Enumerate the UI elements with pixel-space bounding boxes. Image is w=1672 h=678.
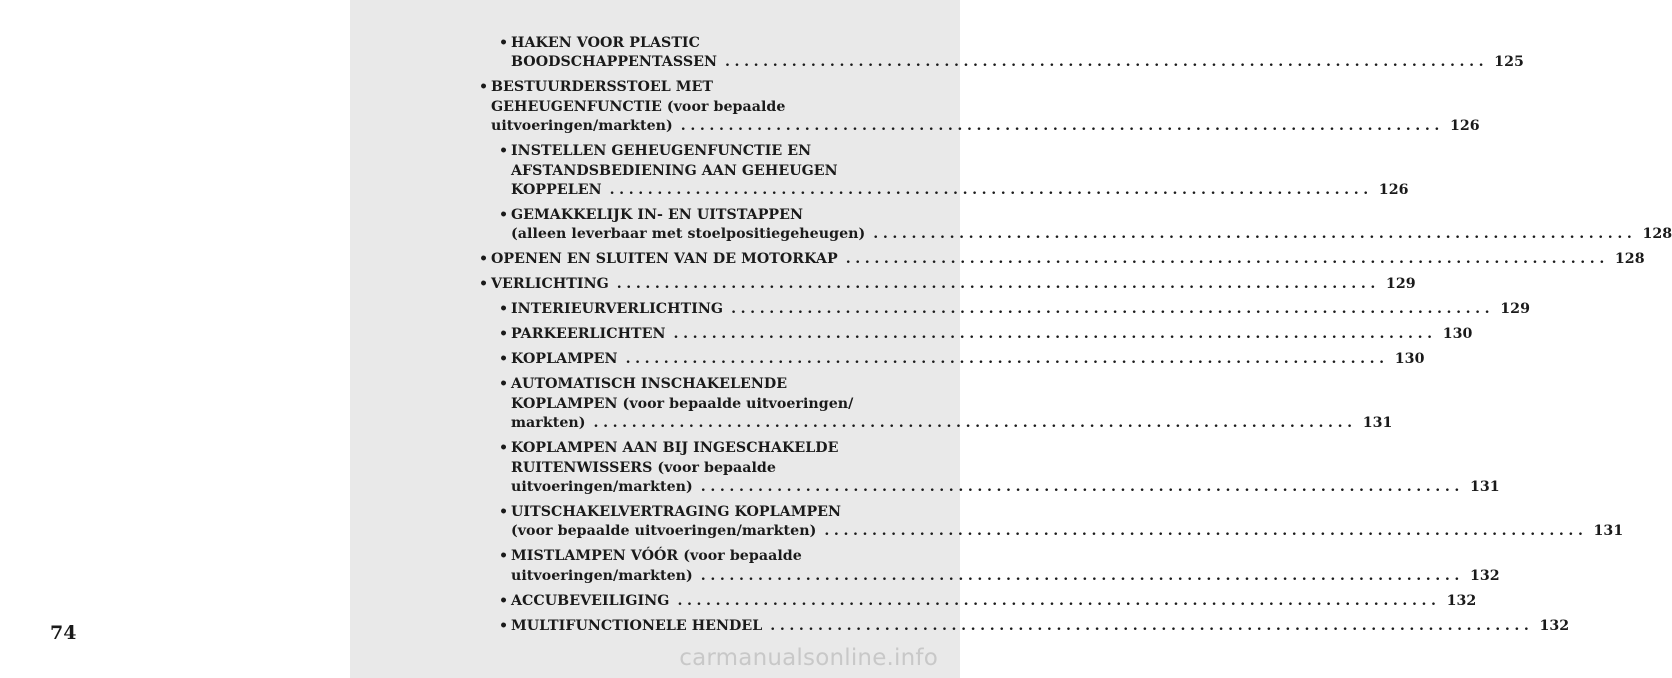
page-number: 74	[50, 622, 77, 644]
bullet-icon: •	[499, 592, 509, 609]
toc-page-number: 130	[1442, 326, 1473, 343]
toc-entry-text	[511, 163, 838, 179]
toc-entry-label: GEHEUGENFUNCTIE (voor bepaalde	[491, 98, 786, 115]
toc-entry-text	[511, 414, 586, 433]
toc-entry-label: uitvoeringen/markten)	[511, 479, 693, 496]
dot-leader: ................................................................................	[680, 118, 1444, 135]
toc-entry-line	[499, 414, 1393, 433]
dot-leader: ................................................................................	[700, 479, 1464, 496]
toc-page-number: 130	[1394, 351, 1425, 368]
toc-entry	[479, 439, 1500, 497]
toc-entry-line	[499, 592, 1477, 611]
dot-leader: ................................................................................	[625, 351, 1389, 368]
toc-entry-label: MISTLAMPEN VÓÓR (voor bepaalde	[511, 548, 802, 565]
toc-entry-label: UITSCHAKELVERTRAGING KOPLAMPEN	[511, 504, 842, 521]
toc-entry-label: PARKEERLICHTEN	[511, 326, 666, 343]
toc-entry-line	[499, 142, 899, 161]
toc-entry-text	[499, 548, 802, 564]
bullet-icon: •	[499, 440, 509, 457]
toc-entry-label: KOPLAMPEN AAN BIJ INGESCHAKELDE	[511, 440, 839, 457]
watermark: carmanualsonline.info	[679, 645, 938, 671]
bullet-icon: •	[479, 79, 489, 96]
toc-entry-label: markten)	[511, 415, 586, 432]
toc-entry-line	[499, 53, 1524, 72]
toc-entry	[479, 300, 1530, 319]
toc-entry-line	[499, 439, 899, 458]
dot-leader: ................................................................................	[616, 276, 1380, 293]
toc-entry-text	[499, 325, 666, 344]
toc-entry-text	[499, 350, 618, 369]
toc-entry-label: BOODSCHAPPENTASSEN	[511, 54, 717, 71]
toc-page-number: 129	[1500, 301, 1530, 318]
toc-entry-text	[499, 440, 839, 456]
toc-entry-text	[499, 376, 787, 392]
toc-entry-text	[511, 53, 717, 72]
toc-entry	[479, 34, 1524, 73]
dot-leader: ................................................................................	[700, 567, 1464, 584]
toc-entry-label: AUTOMATISCH INSCHAKELENDE	[511, 376, 788, 393]
toc-entry-label: VERLICHTING	[491, 276, 609, 293]
toc-entry	[479, 142, 1409, 200]
toc-entry-line	[479, 117, 1480, 136]
toc-page-number: 126	[1378, 182, 1409, 199]
toc-entry-line	[499, 459, 899, 478]
dot-leader: ................................................................................	[593, 415, 1357, 432]
toc-entry-line	[499, 325, 1473, 344]
dot-leader: ................................................................................	[731, 301, 1495, 318]
toc-entry-line	[499, 300, 1530, 319]
toc-entry-text	[499, 300, 723, 319]
toc-entry-text	[511, 181, 602, 200]
table-of-contents	[479, 34, 1672, 642]
toc-entry	[479, 503, 1624, 542]
toc-entry-text	[499, 143, 811, 159]
dot-leader: ................................................................................	[609, 182, 1373, 199]
toc-entry-label: MULTIFUNCTIONELE HENDEL	[511, 617, 763, 634]
toc-entry-label: KOPLAMPEN	[511, 351, 618, 368]
right-page	[350, 0, 1672, 678]
left-page	[0, 0, 350, 678]
dot-leader: ................................................................................	[845, 251, 1609, 268]
toc-entry-label: INTERIEURVERLICHTING	[511, 301, 724, 318]
toc-entry-text	[479, 79, 713, 95]
toc-entry-line	[499, 206, 899, 225]
toc-entry	[479, 617, 1570, 636]
toc-entry	[479, 375, 1393, 433]
toc-entry	[479, 250, 1645, 269]
toc-entry-label: KOPLAMPEN (voor bepaalde uitvoeringen/	[511, 395, 854, 412]
toc-page-number: 125	[1494, 54, 1524, 71]
toc-entry-line	[479, 78, 899, 97]
toc-entry-line	[499, 350, 1425, 369]
toc-entry-label: RUITENWISSERS (voor bepaalde	[511, 459, 776, 476]
toc-entry-line	[499, 375, 899, 394]
toc-entry	[479, 78, 1480, 136]
toc-page-number: 132	[1469, 567, 1500, 584]
toc-entry-line	[499, 181, 1409, 200]
toc-entry-label: (alleen leverbaar met stoelpositiegeheugen)	[511, 226, 866, 243]
dot-leader: ................................................................................	[770, 617, 1534, 634]
dot-leader: ................................................................................	[824, 523, 1588, 540]
bullet-icon: •	[479, 276, 489, 293]
toc-entry-text	[499, 207, 803, 223]
toc-entry-text	[511, 478, 693, 497]
toc-entry-line	[499, 567, 1500, 586]
toc-page-number: 128	[1642, 226, 1672, 243]
toc-page-number: 131	[1469, 479, 1500, 496]
toc-entry-text	[479, 250, 838, 269]
toc-entry-line	[479, 275, 1416, 294]
toc-entry-label: AFSTANDSBEDIENING AAN GEHEUGEN	[511, 162, 838, 179]
bullet-icon: •	[499, 376, 509, 393]
toc-entry-label: GEMAKKELIJK IN- EN UITSTAPPEN	[511, 207, 804, 224]
toc-entry-line	[499, 522, 1624, 541]
toc-entry	[479, 325, 1473, 344]
toc-page-number: 126	[1449, 118, 1480, 135]
toc-entry-text	[499, 592, 669, 611]
toc-entry-label: ACCUBEVEILIGING	[511, 592, 670, 609]
toc-entry-label: (voor bepaalde uitvoeringen/markten)	[511, 523, 817, 540]
toc-entry-text	[499, 35, 700, 51]
toc-entry-line	[479, 250, 1645, 269]
dot-leader: ................................................................................	[677, 592, 1441, 609]
bullet-icon: •	[499, 35, 509, 51]
toc-entry-line	[499, 162, 899, 181]
toc-entry-label: HAKEN VOOR PLASTIC	[511, 35, 700, 51]
toc-entry	[479, 547, 1500, 586]
bullet-icon: •	[499, 143, 509, 160]
bullet-icon: •	[499, 301, 509, 318]
toc-entry-line	[479, 98, 899, 117]
toc-page-number: 132	[1446, 592, 1477, 609]
bullet-icon: •	[499, 207, 509, 224]
toc-page-number: 132	[1539, 617, 1570, 634]
toc-entry-line	[499, 478, 1500, 497]
dot-leader: ................................................................................	[725, 54, 1489, 71]
bullet-icon: •	[499, 351, 509, 368]
bullet-icon: •	[499, 617, 509, 634]
toc-entry-text	[511, 225, 865, 244]
toc-entry-text	[491, 117, 673, 136]
toc-entry-line	[499, 34, 899, 53]
toc-page-number: 129	[1385, 276, 1416, 293]
toc-page-number: 131	[1362, 415, 1393, 432]
toc-entry-text	[499, 617, 762, 636]
toc-entry-label: OPENEN EN SLUITEN VAN DE MOTORKAP	[491, 251, 838, 268]
bullet-icon: •	[479, 251, 489, 268]
toc-entry-line	[499, 395, 899, 414]
toc-entry-label: BESTUURDERSSTOEL MET	[491, 79, 713, 96]
toc-entry	[479, 350, 1425, 369]
bullet-icon: •	[499, 326, 509, 343]
toc-entry	[479, 275, 1416, 294]
toc-page-number: 131	[1593, 523, 1624, 540]
toc-entry-text	[511, 567, 693, 586]
toc-entry-text	[511, 522, 816, 541]
toc-entry-text	[511, 396, 853, 412]
toc-page-number: 128	[1614, 251, 1645, 268]
dot-leader: ................................................................................	[873, 226, 1637, 243]
toc-entry-label: uitvoeringen/markten)	[511, 567, 693, 584]
toc-entry-text	[479, 275, 609, 294]
toc-entry	[479, 206, 1672, 245]
toc-entry-label: uitvoeringen/markten)	[491, 118, 673, 135]
dot-leader: ................................................................................	[673, 326, 1437, 343]
toc-entry-line	[499, 547, 899, 566]
toc-entry-text	[511, 460, 776, 476]
bullet-icon: •	[499, 548, 509, 565]
toc-entry-line	[499, 617, 1570, 636]
toc-entry-label: KOPPELEN	[511, 182, 602, 199]
toc-entry-line	[499, 225, 1672, 244]
toc-entry	[479, 592, 1477, 611]
toc-entry-text	[499, 504, 841, 520]
bullet-icon: •	[499, 504, 509, 521]
toc-entry-line	[499, 503, 899, 522]
toc-entry-label: INSTELLEN GEHEUGENFUNCTIE EN	[511, 143, 812, 160]
toc-entry-text	[491, 99, 785, 115]
